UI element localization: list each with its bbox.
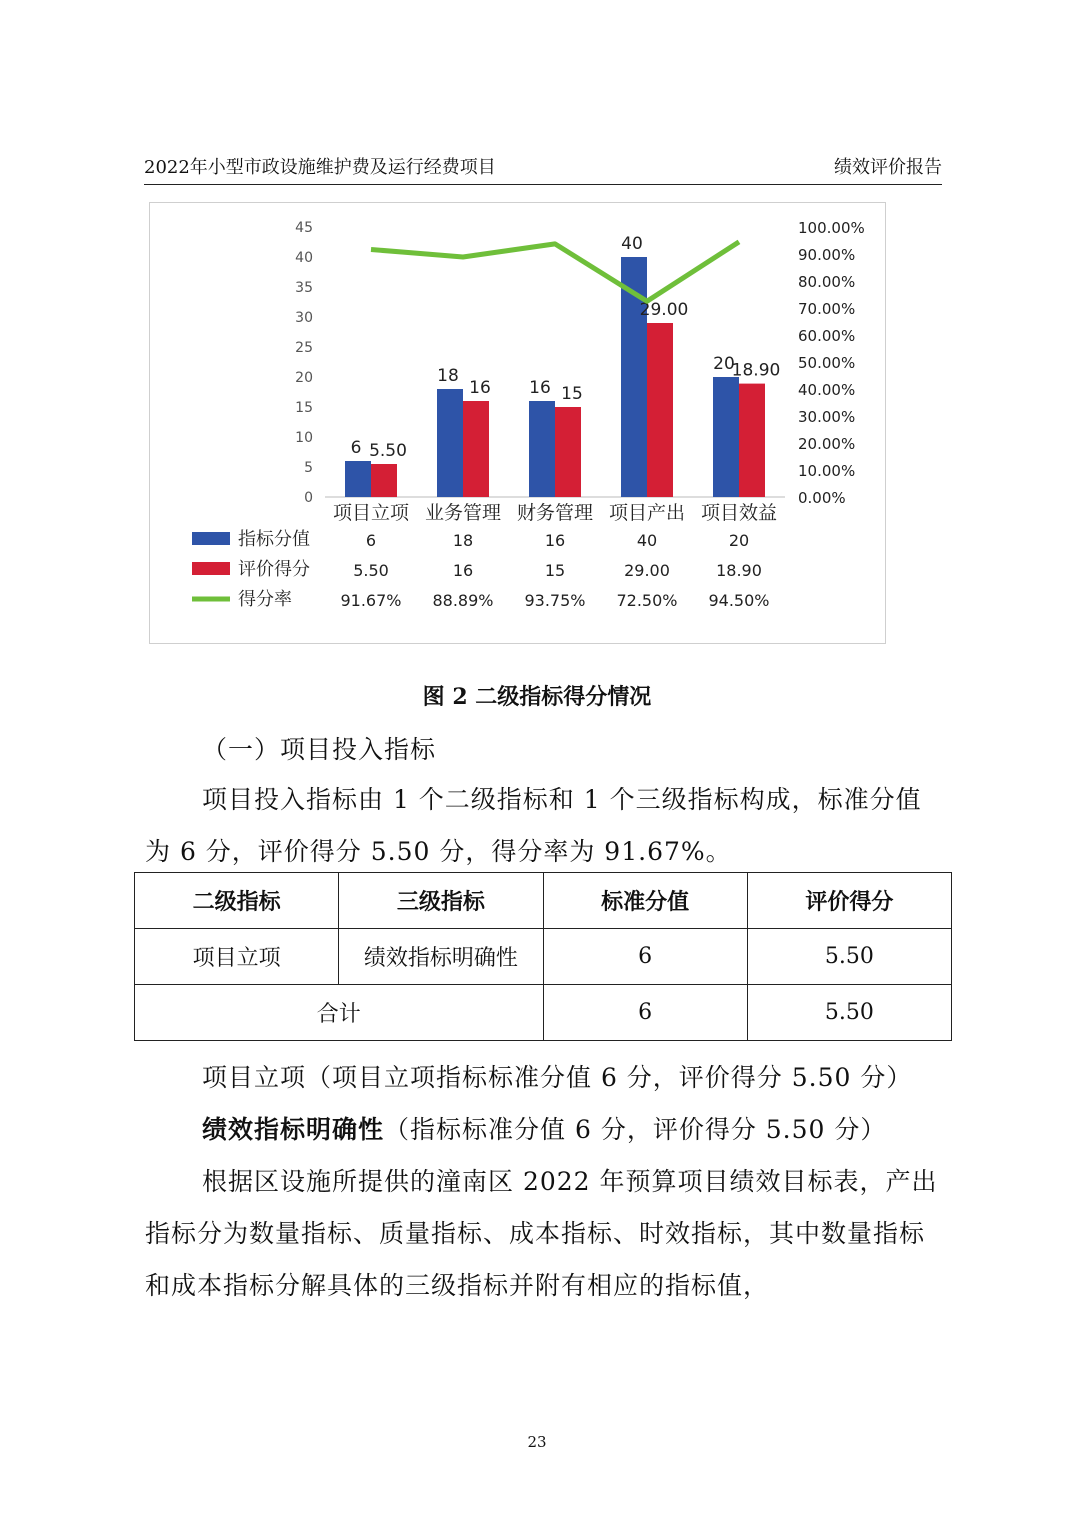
y-right-tick-label: 70.00% bbox=[798, 300, 856, 318]
legend-label: 得分率 bbox=[238, 589, 292, 610]
table-cell: 项目立项 bbox=[135, 929, 339, 985]
y-right-tick-label: 20.00% bbox=[798, 435, 856, 453]
paragraph-3-rest: （指标标准分值 6 分，评价得分 5.50 分） bbox=[384, 1115, 887, 1144]
table-value: 20 bbox=[728, 531, 750, 550]
bar bbox=[555, 407, 581, 497]
table-cell: 5.50 bbox=[747, 929, 951, 985]
y-left-tick-label: 15 bbox=[295, 400, 313, 416]
bar bbox=[437, 389, 463, 497]
table-value: 91.67% bbox=[340, 591, 402, 610]
y-right-tick-label: 90.00% bbox=[798, 246, 856, 264]
bar-value-label: 5.50 bbox=[369, 441, 407, 461]
y-right-tick-label: 30.00% bbox=[798, 408, 856, 426]
table-value: 29.00 bbox=[624, 561, 670, 580]
table-header-cell: 三级指标 bbox=[339, 873, 543, 929]
y-left-tick-label: 5 bbox=[304, 460, 313, 476]
category-label: 业务管理 bbox=[424, 502, 502, 524]
paragraph-2: 项目立项（项目立项指标标准分值 6 分，评价得分 5.50 分） bbox=[202, 1063, 913, 1092]
header-title: 2022年小型市政设施维护费及运行经费项目 bbox=[144, 157, 496, 178]
bar bbox=[371, 464, 397, 497]
paragraph-3-bold: 绩效指标明确性 bbox=[202, 1115, 385, 1144]
chart-svg bbox=[150, 203, 885, 643]
table-total-row bbox=[135, 985, 952, 1041]
rate-line bbox=[371, 242, 739, 301]
y-right-tick-label: 10.00% bbox=[798, 462, 856, 480]
header-report-name: 绩效评价报告 bbox=[834, 157, 942, 178]
table-header-cell: 二级指标 bbox=[135, 873, 339, 929]
y-left-tick-label: 45 bbox=[295, 220, 313, 236]
table-cell: 6 bbox=[543, 985, 747, 1041]
y-right-tick-label: 100.00% bbox=[798, 219, 865, 237]
page-header bbox=[144, 150, 942, 185]
legend-swatch bbox=[192, 532, 230, 545]
bar bbox=[647, 323, 673, 497]
bar bbox=[463, 401, 489, 497]
y-left-tick-label: 0 bbox=[304, 490, 313, 506]
category-label: 项目产出 bbox=[608, 502, 686, 524]
indicator-table bbox=[134, 872, 952, 1041]
table-cell: 合计 bbox=[135, 985, 544, 1041]
bar-value-label: 40 bbox=[621, 234, 643, 254]
table-value: 5.50 bbox=[353, 561, 389, 580]
table-header-cell: 标准分值 bbox=[543, 873, 747, 929]
bar-value-label: 16 bbox=[469, 378, 491, 398]
y-right-tick-label: 50.00% bbox=[798, 354, 856, 372]
y-right-tick-label: 80.00% bbox=[798, 273, 856, 291]
table-row bbox=[135, 929, 952, 985]
bar-value-label: 15 bbox=[561, 384, 583, 404]
bar bbox=[529, 401, 555, 497]
table-value: 72.50% bbox=[616, 591, 678, 610]
bar-value-label: 6 bbox=[350, 438, 362, 458]
bar-value-label: 20 bbox=[713, 354, 735, 374]
table-value: 16 bbox=[452, 561, 474, 580]
table-cell: 6 bbox=[543, 929, 747, 985]
category-label: 项目立项 bbox=[332, 502, 410, 524]
paragraph-1: 项目投入指标由 1 个二级指标和 1 个三级指标构成，标准分值为 6 分，评价得分 5.50 分，得分率为 91.67%。 bbox=[145, 785, 922, 866]
y-right-tick-label: 40.00% bbox=[798, 381, 856, 399]
legend-swatch bbox=[192, 562, 230, 575]
bar bbox=[739, 384, 765, 497]
table-value: 18 bbox=[452, 531, 474, 550]
paragraph-3 bbox=[202, 1104, 886, 1156]
bar-value-label: 18.90 bbox=[731, 360, 781, 381]
y-right-tick-label: 60.00% bbox=[798, 327, 856, 345]
table-header-row bbox=[135, 873, 952, 929]
y-right-tick-label: 0.00% bbox=[798, 489, 846, 507]
bar bbox=[713, 377, 739, 497]
legend-label: 指标分值 bbox=[238, 529, 310, 550]
y-left-tick-label: 30 bbox=[295, 310, 313, 326]
table-cell: 绩效指标明确性 bbox=[339, 929, 543, 985]
bar-value-label: 16 bbox=[529, 378, 551, 398]
figure-caption: 图 2 二级指标得分情况 bbox=[422, 684, 652, 710]
table-value: 18.90 bbox=[716, 561, 762, 580]
section-title: （一）项目投入指标 bbox=[202, 735, 437, 764]
bar-value-label: 29.00 bbox=[639, 300, 689, 320]
table-value: 40 bbox=[636, 531, 658, 550]
table-value: 94.50% bbox=[708, 591, 770, 610]
y-left-tick-label: 35 bbox=[295, 280, 313, 296]
y-left-tick-label: 25 bbox=[295, 340, 313, 356]
table-value: 16 bbox=[544, 531, 566, 550]
y-left-tick-label: 40 bbox=[295, 250, 313, 266]
table-value: 6 bbox=[365, 531, 377, 550]
table-value: 93.75% bbox=[524, 591, 586, 610]
bar-value-label: 18 bbox=[437, 366, 459, 386]
page-number: 23 bbox=[527, 1433, 547, 1451]
paragraph-4: 根据区设施所提供的潼南区 2022 年预算项目绩效目标表，产出指标分为数量指标、质量指标、成本指标、时效指标，其中数量指标和成本指标分解具体的三级指标并附有相应的指标值， bbox=[145, 1167, 938, 1300]
y-left-tick-label: 10 bbox=[295, 430, 313, 446]
table-value: 15 bbox=[544, 561, 566, 580]
category-label: 财务管理 bbox=[516, 502, 594, 524]
table-cell: 5.50 bbox=[747, 985, 951, 1041]
bar bbox=[345, 461, 371, 497]
table-value: 88.89% bbox=[432, 591, 494, 610]
score-chart bbox=[149, 202, 886, 644]
table-header-cell: 评价得分 bbox=[747, 873, 951, 929]
category-label: 项目效益 bbox=[700, 502, 778, 524]
legend-label: 评价得分 bbox=[238, 559, 310, 580]
y-left-tick-label: 20 bbox=[295, 370, 313, 386]
